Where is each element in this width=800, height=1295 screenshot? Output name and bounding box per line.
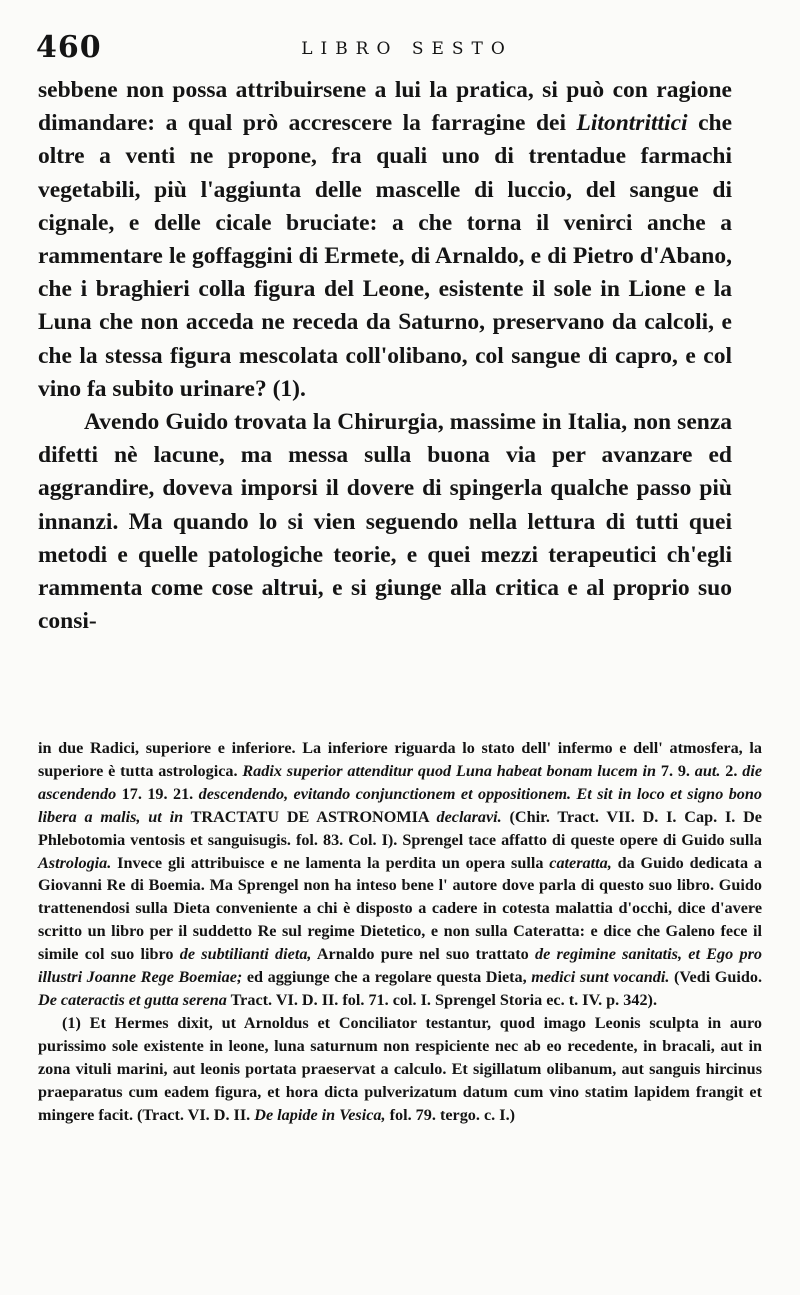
note-text: 2. bbox=[720, 761, 743, 780]
latin-quote: de regimine sanitatis, et Ego pro illustri Joanne Rege Boemiae; bbox=[38, 945, 762, 987]
page-number: 460 bbox=[36, 30, 102, 65]
note-text: (Chir. Tract. VII. D. I. Cap. I. De Phlebotomia ventosis et sanguisugis. fol. 83. Col. I). Sprengel tace affatto di queste opere di Guido sulla bbox=[38, 807, 762, 849]
text-run: che oltre a venti ne propone, fra quali uno di trentadue farmachi vegetabili, più l'aggiunta delle mascelle di luccio, del sangue di cignale, e delle cicale bruciate: a che torna il venirci anche a rammentare le goffaggini di Ermete, di Arnaldo, e di Pietro d'Abano, che i braghieri colla figura del Leone, esistente il sole in Lione e la Luna che non acceda ne receda da Saturno, preservano da calcoli, e che la stessa figura mescolata coll'olibano, col sangue di capro, e col vino fa subito urinare? (1). bbox=[38, 110, 732, 402]
note-text: Invece gli attribuisce e ne lamenta la perdita un opera sulla bbox=[111, 853, 550, 872]
running-head: LIBRO SESTO bbox=[301, 39, 513, 59]
text-run: sebbene non possa attribuirsene a lui la pratica, si può con ragione dimandare: a qual prò accrescere la farragine dei bbox=[38, 77, 732, 137]
latin-quote: de subtilianti dieta, bbox=[179, 945, 312, 964]
latin-quote: De lapide in Vesica, bbox=[254, 1105, 386, 1124]
note-text: (1) Et Hermes dixit, ut Arnoldus et Conciliator testantur, quod imago Leonis sculpta in auro purissimo sole existente in leone, luna saturnum non respiciente nec ab eo recedente, in bracali, aut in zona vituli marini, aut leonis portata praeservat a calculo. Et sigillatum olibanum, aut sanguis hircinus praeparatus cum eadem figura, et hora dicta pulverizatum datum cum vino statim lapidem frangit et mingere facit. (Tract. VI. D. II. bbox=[38, 1013, 762, 1124]
note-text: (Vedi Guido. bbox=[669, 968, 763, 987]
note-text: ed aggiunge che a regolare questa Dieta, bbox=[242, 968, 532, 987]
note-text: fol. 79. tergo. c. I.) bbox=[385, 1105, 516, 1124]
paragraph bbox=[38, 74, 732, 406]
note-text: 17. 19. 21. bbox=[116, 784, 199, 803]
note-text: 7. 9. bbox=[656, 761, 695, 780]
page-header bbox=[36, 30, 748, 70]
footnotes bbox=[38, 737, 762, 1126]
latin-quote: medici sunt vocandi. bbox=[531, 968, 670, 987]
footnote-continued bbox=[38, 737, 762, 1012]
latin-quote: die ascendendo bbox=[38, 761, 763, 803]
italic-term: Litontrittici bbox=[576, 110, 688, 137]
italic-term: Astrologia. bbox=[38, 853, 112, 872]
note-text: da Guido dedicata a Giovanni Re di Boemia. Ma Sprengel non ha inteso bene l' autore dove parla di questo suo libro. Guido trattenendosi sulla Dieta conveniente a chi è disposto a cadere in cotesta malattia d'occhi, dice d'avere scritto un libro per il suddetto Re sul regime Dietetico, e non sulla Cateratta: e dice che Galeno fece il simile col suo libro bbox=[38, 853, 762, 964]
latin-quote: De cateractis et gutta serena bbox=[38, 990, 227, 1009]
latin-quote: declaravi. bbox=[436, 807, 502, 826]
latin-quote: Radix superior attenditur quod Luna habeat bonam lucem in bbox=[242, 761, 657, 780]
note-text: Tract. VI. D. II. fol. 71. col. I. Sprengel Storia ec. t. IV. p. 342). bbox=[226, 990, 657, 1009]
footnote-1 bbox=[38, 1012, 762, 1127]
note-text: in due Radici, superiore e inferiore. La inferiore riguarda lo stato dell' infermo e dell' atmosfera, la superiore è tutta astrologica. bbox=[38, 739, 762, 780]
main-text bbox=[38, 74, 732, 638]
latin-quote: aut. bbox=[694, 761, 721, 780]
latin-quote: descendendo, evitando conjunctionem et oppositionem. Et sit in loco et signo bono libera a malis, ut in bbox=[38, 784, 762, 826]
italic-term: cateratta, bbox=[549, 853, 612, 872]
note-text: TRACTATU DE ASTRONOMIA bbox=[183, 807, 437, 826]
note-text: Arnaldo pure nel suo trattato bbox=[311, 945, 535, 964]
paragraph: Avendo Guido trovata la Chirurgia, massime in Italia, non senza difetti nè lacune, ma messa sulla buona via per avanzare ed aggrandire, doveva imporsi il dovere di spingerla qualche passo più innanzi. Ma quando lo si vien seguendo nella lettura di tutti quei metodi e quelle patologiche teorie, e quei mezzi terapeutici ch'egli rammenta come cose altrui, e si giunge alla critica e al proprio suo consi- bbox=[38, 409, 732, 635]
